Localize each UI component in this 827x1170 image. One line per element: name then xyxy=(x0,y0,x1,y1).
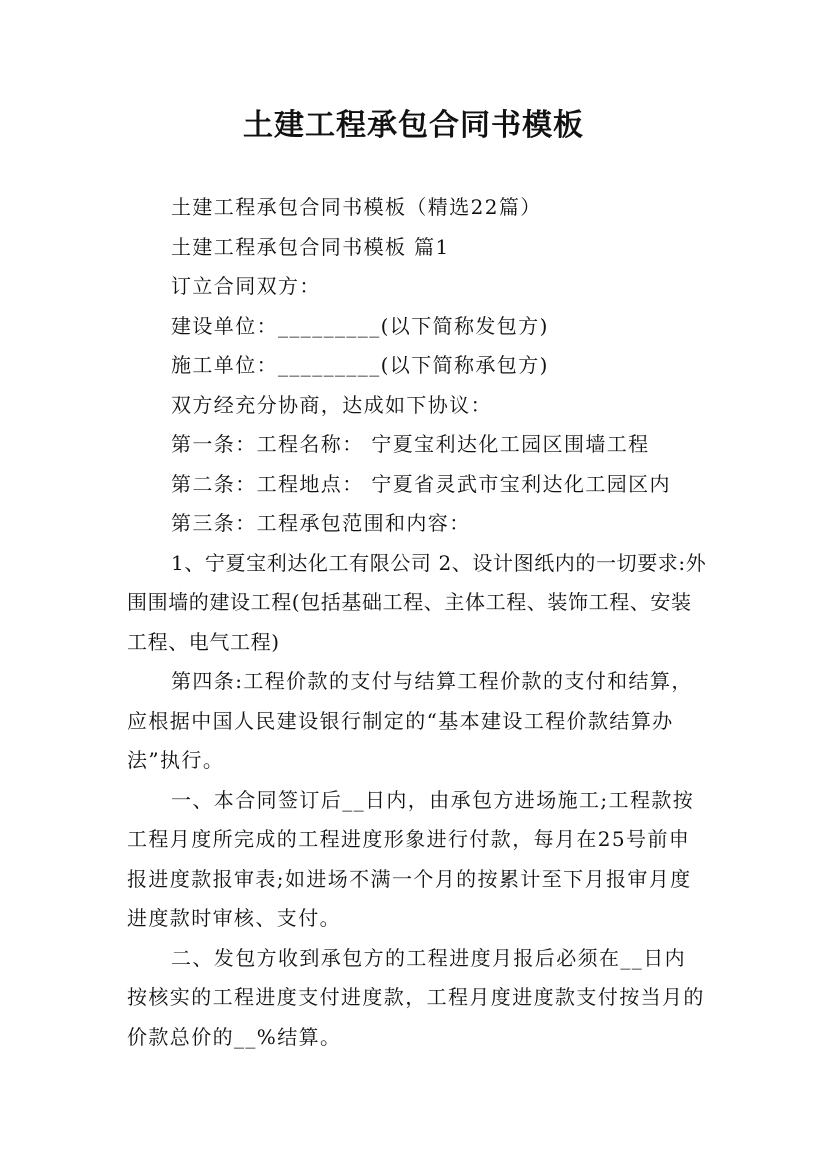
paragraph-clause-1: 一、本合同签订后__日内，由承包方进场施工;工程款按工程月度所完成的工程进度形象进行付款，每月在25号前申报进度款报审表;如进场不满一个月的按累计至下月报审月度进度款时审核、支付。 xyxy=(127,787,695,930)
paragraph-scope: 1、宁夏宝利达化工有限公司 2、设计图纸内的一切要求:外围围墙的建设工程(包括基础工程、主体工程、装饰工程、安装工程、电气工程) xyxy=(127,550,707,654)
paragraph-article-2: 第二条：工程地点： 宁夏省灵武市宝利达化工园区内 xyxy=(171,471,671,496)
paragraph-article-4: 第四条:工程价款的支付与结算工程价款的支付和结算，应根据中国人民建设银行制定的“基本建设工程价款结算办法”执行。 xyxy=(127,669,693,772)
document-body xyxy=(127,188,707,1057)
paragraph-client: 建设单位：_________(以下简称发包方) xyxy=(171,313,549,338)
paragraph-subtitle: 土建工程承包合同书模板（精选22篇） xyxy=(171,195,542,219)
paragraph-article-1: 第一条：工程名称： 宁夏宝利达化工园区围墙工程 xyxy=(171,432,650,456)
paragraph-agreement: 双方经充分协商，达成如下协议： xyxy=(171,392,492,417)
paragraph-section-heading: 土建工程承包合同书模板 篇1 xyxy=(171,234,450,259)
paragraph-parties-intro: 订立合同双方： xyxy=(171,274,321,298)
document-title: 土建工程承包合同书模板 xyxy=(243,108,584,143)
paragraph-article-3: 第三条：工程承包范围和内容： xyxy=(171,511,471,535)
paragraph-contractor: 施工单位：_________(以下简称承包方) xyxy=(171,353,549,377)
paragraph-clause-2: 二、发包方收到承包方的工程进度月报后必须在__日内按核实的工程进度支付进度款，工程月度进度款支付按当月的价款总价的__%结算。 xyxy=(127,945,705,1049)
